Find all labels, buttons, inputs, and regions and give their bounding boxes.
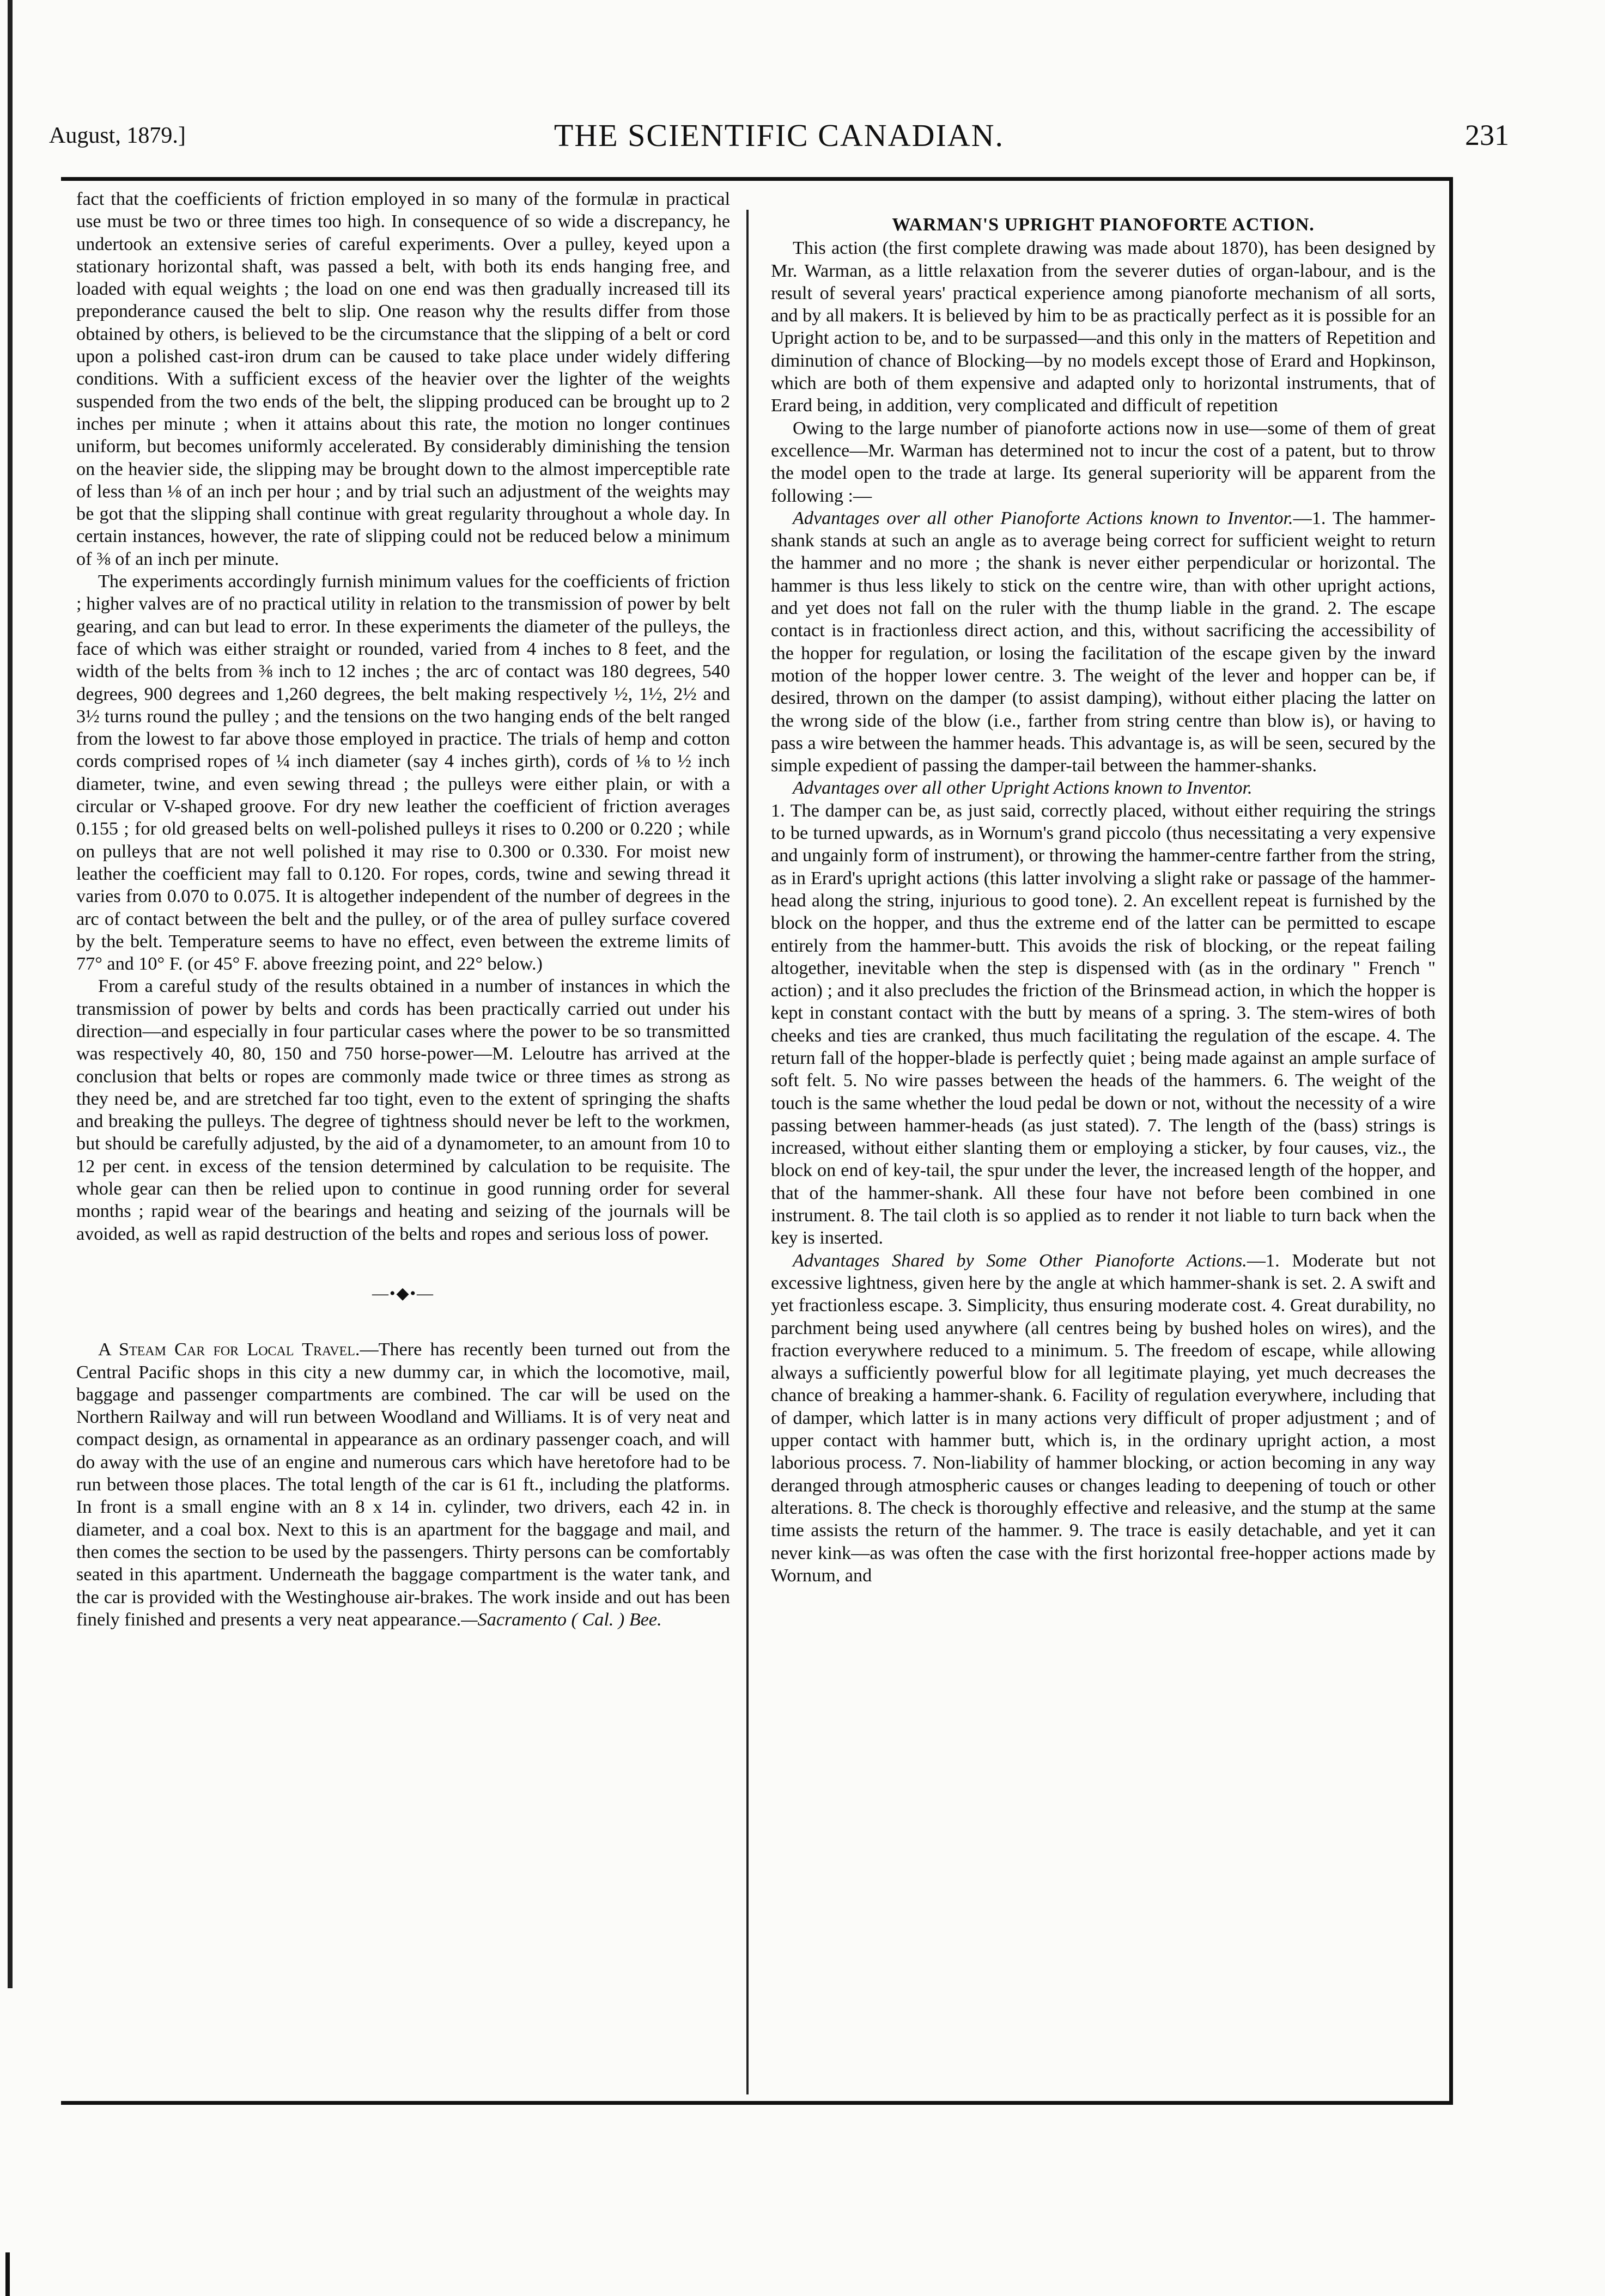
- advantages-shared-paragraph: [771, 1250, 1436, 1587]
- page-number: 231: [1465, 119, 1509, 151]
- page-header: [49, 117, 1509, 166]
- steam-car-lead-in: A Steam Car for Local Travel.: [98, 1339, 360, 1360]
- steam-car-paragraph: [76, 1338, 730, 1631]
- article-paragraph: The experiments accordingly furnish minimum values for the coefficients of friction ; higher valves are of no practical utility in relation to the transmission of power by belt gearing, and can but lead to error. In these experiments the diameter of the pulleys, the face of which was either straight or rounded, varied from 4 inches to 8 feet, and the width of the belts from ⅜ inch to 12 inches ; the arc of contact was 180 degrees, 540 degrees, 900 degrees and 1,260 degrees, the belt making respectively ½, 1½, 2½ and 3½ turns round the pulley ; and the tensions on the two hanging ends of the belt ranged from the lowest to far above those employed in practice. The trials of hemp and cotton cords comprised ropes of ¼ inch diameter (say 4 inches girth), cords of ⅛ to ½ inch diameter, twine, and even sewing thread ; the pulleys were either plain, or with a circular or V-shaped groove. For dry new leather the coefficient of friction averages 0.155 ; for old greased belts on well-polished pulleys it rises to 0.200 or 0.220 ; while on pulleys that are not well polished it may rise to 0.300 or 0.330. For moist new leather the coefficient may fall to 0.120. For ropes, cords, twine and sewing thread it varies from 0.070 to 0.075. It is altogether independent of the number of degrees in the arc of contact between the belt and the pulley, or of the area of pulley surface covered by the belt. Temperature seems to have no effect, even between the extreme limits of 77° and 10° F. (or 45° F. above freezing point, and 22° below.): [76, 571, 730, 975]
- advantages-upright-paragraph: [771, 777, 1436, 1249]
- intro-paragraph: This action (the first complete drawing was made about 1870), has been designed by Mr. Warman, as a little relaxation from the severer duties of organ-labour, and is the result of several years' practical experience among pianoforte mechanism of all sorts, and by all makers. It is believed by him to be as practically perfect as it is possible for an Upright action to be, and to be surpassed—and this only in the matters of Repetition and diminution of chance of Blocking—by no models except those of Erard and Hopkinson, which are both of them expensive and adapted only to horizontal instruments, that of Erard being, in addition, very complicated and difficult of repetition: [771, 238, 1436, 416]
- header-date: August, 1879.]: [49, 123, 186, 148]
- article-paragraph: From a careful study of the results obtained in a number of instances in which the transmission of power by belts and cords has been practically carried out under his direction—and especially in four particular cases where the power to be so transmitted was respectively 40, 80, 150 and 750 horse-power—M. Leloutre has arrived at the conclusion that belts or ropes are commonly made twice or three times as strong as they need be, and are stretched far too tight, even to the extent of springing the shafts and breaking the pulleys. The degree of tightness should never be left to the workmen, but should be carefully adjusted, by the aid of a dynamometer, to an amount from 10 to 12 per cent. in excess of the tension determined by calculation to be requisite. The whole gear can then be relied upon to continue in good running order for several months ; rapid wear of the bearings and heating and seizing of the journals will be avoided, as well as rapid destruction of the belts and ropes and serious loss of power.: [76, 976, 730, 1244]
- article-title: WARMAN'S UPRIGHT PIANOFORTE ACTION.: [892, 215, 1315, 235]
- advantages-upright-text: 1. The damper can be, as just said, correctly placed, without either requiring the strings to be turned upwards, as in Wornum's grand piccolo (thus necessitating a very expensive and ungainly form of instrument), or throwing the hammer-centre farther from the string, as in Erard's upright actions (this latter involving a slight rake or passage of the hammer-head along the string, injurious to good tone). 2. An excellent repeat is furnished by the block on the hopper, and thus the extreme end of the latter can be permitted to escape entirely from the hammer-butt. This avoids the risk of blocking, or the repeat failing altogether, inevitable when the step is dispensed with (as in the ordinary " French " action) ; and it also precludes the friction of the Brinsmead action, in which the hopper is kept in constant contact with the butt by means of a spring. 3. The stem-wires of both cheeks and ties are cranked, thus much facilitating the regulation of the escape. 4. The return fall of the hopper-blade is perfectly quiet ; being made against an ample surface of soft felt. 5. No wire passes between the heads of the hammers. 6. The weight of the touch is the same whether the loud pedal be down or not, without the necessity of a wire passing between hammer-heads (as just stated). 7. The length of the (bass) strings is increased, without either slanting them or employing a sticker, by four causes, viz., the block on end of key-tail, the spur under the lever, the increased length of the hopper, and that of the hammer-shank. All these four have not before been combined in one instrument. 8. The tail cloth is so applied as to render it not liable to turn back when the key is inserted.: [771, 800, 1436, 1249]
- advantages-known-paragraph: [771, 507, 1436, 777]
- left-column: [76, 188, 730, 1631]
- corner-mark: [5, 2252, 10, 2296]
- steam-car-text: —There has recently been turned out from the Central Pacific shops in this city a new dummy car, in which the locomotive, mail, baggage and passenger compartments are combined. The car will be used on the Northern Railway and will run between Woodland and Williams. It is of very neat and compact design, as ornamental in appearance as an ordinary passenger coach, and will do away with the use of an engine and numerous cars which have heretofore had to be run between those places. The total length of the car is 61 ft., including the platforms. In front is a small engine with an 8 x 14 in. cylinder, two drivers, each 42 in. in diameter, and a coal box. Next to this is an apartment for the baggage and mail, and then comes the section to be used by the passengers. Thirty persons can be comfortably seated in this apartment. Underneath the baggage compartment is the water tank, and the car is provided with the Westinghouse air-brakes. The work inside and out has been finely finished and presents a very neat appearance.: [76, 1339, 730, 1630]
- right-column: [771, 214, 1436, 1587]
- second-paragraph: Owing to the large number of pianoforte actions now in use—some of them of great excellence—Mr. Warman has determined not to incur the cost of a patent, but to throw the model open to the trade at large. Its general superiority will be apparent from the following :—: [771, 418, 1436, 506]
- column-divider: [746, 210, 749, 2094]
- section-ornament: —•◆•—: [372, 1284, 435, 1302]
- advantages-known-heading: Advantages over all other Pianoforte Actions known to Inventor.: [793, 508, 1293, 528]
- advantages-shared-text: —1. Moderate but not excessive lightness, given here by the angle at which hammer-shank is set. 2. A swift and yet fractionless escape. 3. Simplicity, thus ensuring moderate cost. 4. Great durability, no parchment being used anywhere (all centres being by bushed holes on wires), and the fraction everywhere reduced to a minimum. 5. The freedom of escape, while allowing always a sufficiently powerful blow for all legitimate playing, yet much decreases the chance of breaking a hammer-shank. 6. Facility of regulation everywhere, including that of damper, which latter is in many actions very difficult of proper adjustment ; and of upper contact with hammer butt, which is, in the ordinary upright action, a most laborious process. 7. Non-liability of hammer blocking, or action becoming in any way deranged through atmospheric causes or changes leading to deepening of touch or other alterations. 8. The check is thoroughly effective and releasive, and the stump at the same time assists the return of the hammer. 9. The trace is easily detachable, and yet it can never kink—as was often the case with the first horizontal free-hopper actions made by Wornum, and: [771, 1250, 1436, 1586]
- advantages-shared-heading: Advantages Shared by Some Other Pianoforte Actions.: [793, 1250, 1247, 1271]
- steam-car-source: —Sacramento ( Cal. ) Bee.: [461, 1609, 662, 1630]
- left-margin-rule: [8, 0, 13, 1988]
- publication-title: THE SCIENTIFIC CANADIAN.: [554, 118, 1005, 153]
- advantages-known-text: —1. The hammer-shank stands at such an angle as to average being correct for sufficient weight to return the hammer and no more ; the shank is never either perpendicular or horizontal. The hammer is thus less likely to stick on the centre wire, than with other upright actions, and yet does not fall on the ruler with the thump liable in the grand. 2. The escape contact is in fractionless direct action, and this, without sacrificing the accessibility of the hopper for regulation, or losing the facilitation of the escape given by the inward motion of the hopper lower centre. 3. The weight of the lever and hopper can be, if desired, thrown on the damper (to assist damping), without either placing the latter on the wrong side of the blow (i.e., farther from string centre than blow is), or having to pass a wire between the hammer heads. This advantage is, as will be seen, secured by the simple expedient of passing the damper-tail between the hammer-shanks.: [771, 508, 1436, 776]
- article-paragraph: fact that the coefficients of friction employed in so many of the formulæ in practical use must be two or three times too high. In consequence of so wide a discrepancy, he undertook an extensive series of careful experiments. Over a pulley, keyed upon a stationary horizontal shaft, was passed a belt, with both its ends hanging free, and loaded with equal weights ; the load on one end was then gradually increased till its preponderance caused the belt to slip. One reason why the results differ from those obtained by others, is believed to be the circumstance that the slipping of a belt or cord upon a polished cast-iron drum can be caused to take place under widely differing conditions. With a sufficient excess of the heavier over the lighter of the weights suspended from the two ends of the belt, the slipping produced can be brought up to 2 inches per minute ; when it attains about this rate, the motion no longer continues uniform, but becomes uniformly accelerated. By considerably diminishing the tension on the heavier side, the slipping may be brought down to the almost imperceptible rate of less than ⅛ of an inch per hour ; and by trial such an adjustment of the weights may be got that the slipping shall continue with great regularity throughout a whole day. In certain instances, however, the rate of slipping could not be reduced below a minimum of ⅜ of an inch per minute.: [76, 189, 730, 569]
- advantages-upright-heading: Advantages over all other Upright Actions known to Inventor.: [793, 778, 1253, 799]
